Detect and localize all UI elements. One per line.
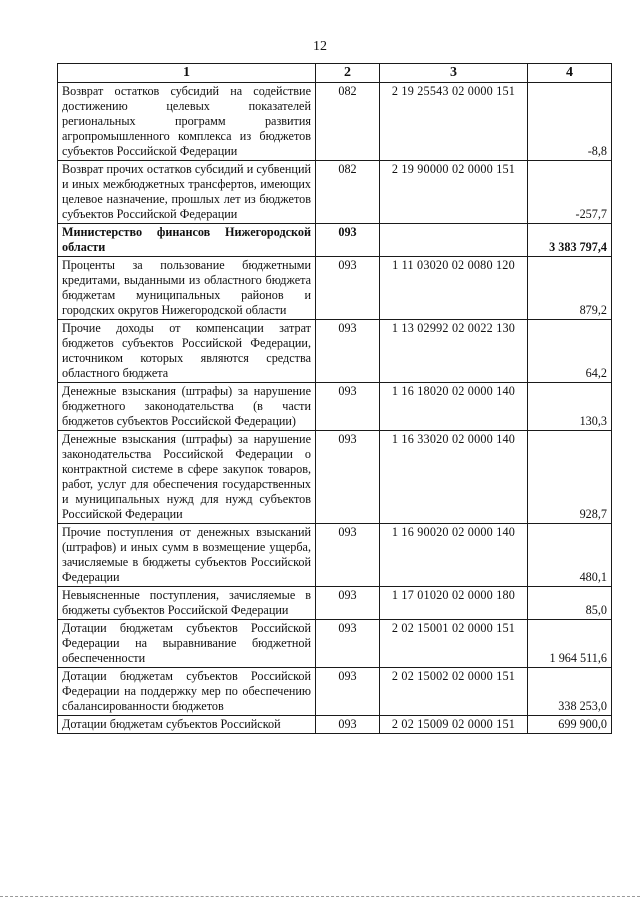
column-header: 2 <box>316 64 380 83</box>
table-row <box>58 161 612 224</box>
row-budget-code: 2 02 15001 02 0000 151 <box>380 620 528 668</box>
row-description: Министерство финансов Нижегородской области <box>58 224 316 257</box>
row-budget-code: 2 19 25543 02 0000 151 <box>380 83 528 161</box>
row-budget-code: 2 02 15009 02 0000 151 <box>380 716 528 734</box>
row-description: Дотации бюджетам субъектов Российской <box>58 716 316 734</box>
table-row <box>58 668 612 716</box>
row-budget-code: 1 16 33020 02 0000 140 <box>380 431 528 524</box>
row-description: Возврат остатков субсидий на содействие достижению целевых показателей региональных программ развития агропромышленного комплекса из бюджетов субъектов Российской Федерации <box>58 83 316 161</box>
row-admin-code: 093 <box>316 431 380 524</box>
row-amount: 85,0 <box>528 587 612 620</box>
table-row <box>58 257 612 320</box>
row-admin-code: 093 <box>316 668 380 716</box>
row-amount: -8,8 <box>528 83 612 161</box>
row-budget-code <box>380 224 528 257</box>
row-budget-code: 1 16 18020 02 0000 140 <box>380 383 528 431</box>
row-description: Денежные взыскания (штрафы) за нарушение законодательства Российской Федерации о контрактной системе в сфере закупок товаров, работ, услуг для обеспечения государственных и муниципальных нужд для нужд субъектов Российской Федерации <box>58 431 316 524</box>
row-admin-code: 082 <box>316 83 380 161</box>
row-amount: -257,7 <box>528 161 612 224</box>
row-amount: 928,7 <box>528 431 612 524</box>
row-admin-code: 093 <box>316 587 380 620</box>
row-budget-code: 1 17 01020 02 0000 180 <box>380 587 528 620</box>
revenue-table <box>57 63 612 734</box>
row-amount: 130,3 <box>528 383 612 431</box>
row-amount: 1 964 511,6 <box>528 620 612 668</box>
row-admin-code: 093 <box>316 620 380 668</box>
column-header: 3 <box>380 64 528 83</box>
row-admin-code: 082 <box>316 161 380 224</box>
row-description: Денежные взыскания (штрафы) за нарушение бюджетного законодательства (в части бюджетов субъектов Российской Федерации) <box>58 383 316 431</box>
row-budget-code: 2 02 15002 02 0000 151 <box>380 668 528 716</box>
row-admin-code: 093 <box>316 320 380 383</box>
row-budget-code: 1 11 03020 02 0080 120 <box>380 257 528 320</box>
row-amount: 699 900,0 <box>528 716 612 734</box>
table-row <box>58 224 612 257</box>
row-description: Прочие поступления от денежных взысканий (штрафов) и иных сумм в возмещение ущерба, зачисляемые в бюджеты субъектов Российской Федерации <box>58 524 316 587</box>
table-row <box>58 83 612 161</box>
row-description: Дотации бюджетам субъектов Российской Федерации на поддержку мер по обеспечению сбалансированности бюджетов <box>58 668 316 716</box>
row-budget-code: 1 16 90020 02 0000 140 <box>380 524 528 587</box>
row-description: Дотации бюджетам субъектов Российской Федерации на выравнивание бюджетной обеспеченности <box>58 620 316 668</box>
table-row <box>58 431 612 524</box>
row-amount: 3 383 797,4 <box>528 224 612 257</box>
row-description: Проценты за пользование бюджетными кредитами, выданными из областного бюджета бюджетам муниципальных районов и городских округов Нижегородской области <box>58 257 316 320</box>
table-row <box>58 716 612 734</box>
table-row <box>58 524 612 587</box>
table-header-row <box>58 64 612 83</box>
row-description: Прочие доходы от компенсации затрат бюджетов субъектов Российской Федерации, источником которых являются средства областного бюджета <box>58 320 316 383</box>
page-edge-line <box>0 896 640 897</box>
row-description: Возврат прочих остатков субсидий и субвенций и иных межбюджетных трансфертов, имеющих целевое назначение, прошлых лет из бюджетов субъектов Российской Федерации <box>58 161 316 224</box>
column-header: 4 <box>528 64 612 83</box>
column-header: 1 <box>58 64 316 83</box>
row-amount: 480,1 <box>528 524 612 587</box>
table-row <box>58 620 612 668</box>
table-body <box>58 83 612 734</box>
row-amount: 879,2 <box>528 257 612 320</box>
row-admin-code: 093 <box>316 257 380 320</box>
row-description: Невыясненные поступления, зачисляемые в бюджеты субъектов Российской Федерации <box>58 587 316 620</box>
row-admin-code: 093 <box>316 524 380 587</box>
table-row <box>58 587 612 620</box>
row-amount: 338 253,0 <box>528 668 612 716</box>
row-budget-code: 1 13 02992 02 0022 130 <box>380 320 528 383</box>
page-number: 12 <box>313 39 327 54</box>
row-admin-code: 093 <box>316 716 380 734</box>
row-admin-code: 093 <box>316 224 380 257</box>
row-amount: 64,2 <box>528 320 612 383</box>
table-row <box>58 383 612 431</box>
row-budget-code: 2 19 90000 02 0000 151 <box>380 161 528 224</box>
row-admin-code: 093 <box>316 383 380 431</box>
table-row <box>58 320 612 383</box>
